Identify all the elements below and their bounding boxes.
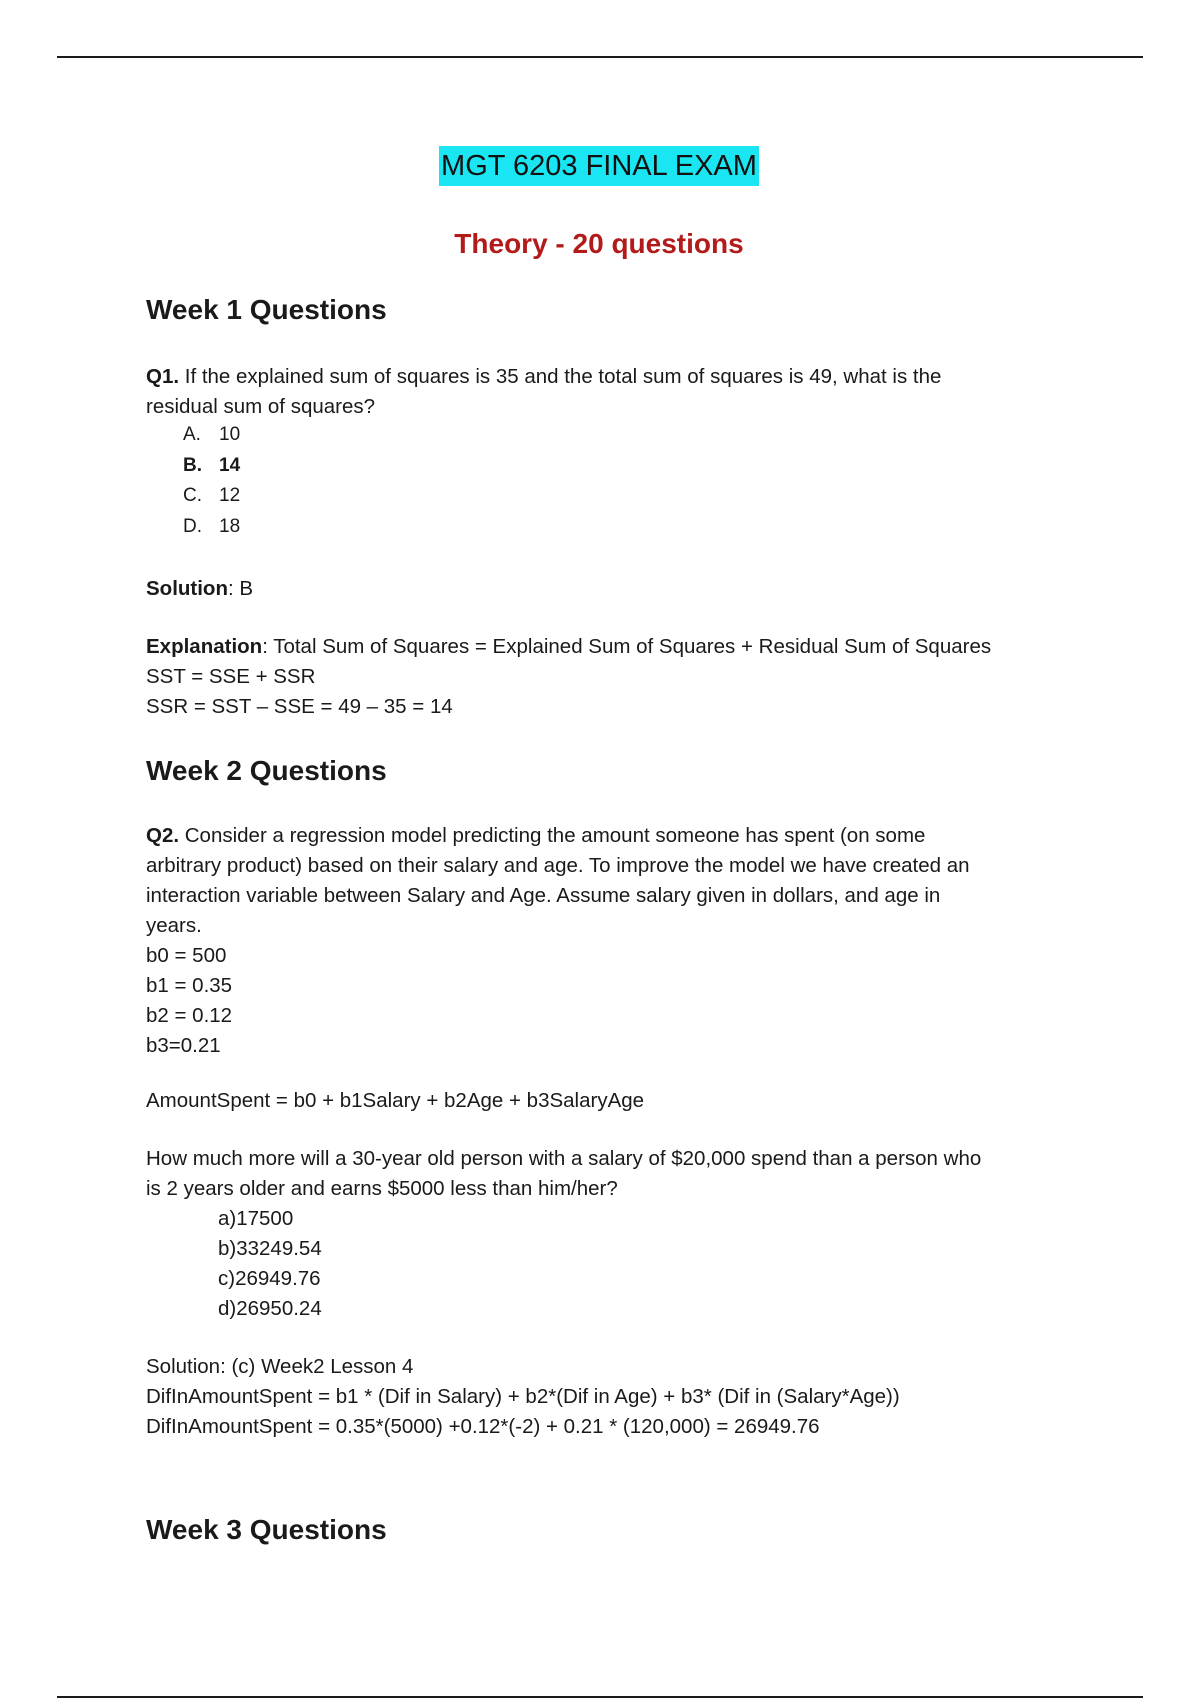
coef-b0: b0 = 500	[146, 944, 227, 967]
q1-explanation-text: : Total Sum of Squares = Explained Sum of Squares + Residual Sum of Squares	[262, 635, 992, 658]
q2-label: Q2.	[146, 824, 180, 847]
q2-calc-1: DifInAmountSpent = b1 * (Dif in Salary) + b2*(Dif in Age) + b3* (Dif in (Salary*Age))	[146, 1385, 900, 1408]
q1-solution-label: Solution	[146, 577, 228, 600]
coef-b3: b3=0.21	[146, 1034, 221, 1057]
q2-model: AmountSpent = b0 + b1Salary + b2Age + b3SalaryAge	[146, 1089, 645, 1112]
q2-text	[146, 821, 1056, 1061]
week1-heading: Week 1 Questions	[146, 294, 387, 325]
q2-question	[146, 1144, 1056, 1204]
q1-options	[183, 420, 240, 542]
title-block	[146, 146, 1052, 186]
q1-explanation	[146, 632, 1056, 722]
document-subtitle: Theory - 20 questions	[454, 228, 744, 259]
q2-text-line2: arbitrary product) based on their salary and age. To improve the model we have created an	[146, 854, 970, 877]
q1-label: Q1.	[146, 365, 180, 388]
q1-solution	[146, 574, 1056, 604]
q2-solution	[146, 1352, 1056, 1442]
q2-option-c: c)26949.76	[218, 1267, 321, 1290]
q1-text-line1: If the explained sum of squares is 35 and the total sum of squares is 49, what is the	[179, 365, 942, 388]
q1-option-a: A. 10	[183, 424, 241, 445]
q1-text	[146, 362, 1056, 422]
q2-text-line3: interaction variable between Salary and Age. Assume salary given in dollars, and age in	[146, 884, 941, 907]
q2-question-line2: is 2 years older and earns $5000 less than him/her?	[146, 1177, 618, 1200]
q1-equation-2: SSR = SST – SSE = 49 – 35 = 14	[146, 695, 453, 718]
document-title: MGT 6203 FINAL EXAM	[439, 146, 759, 186]
week2-heading: Week 2 Questions	[146, 755, 387, 786]
q2-option-a: a)17500	[218, 1207, 294, 1230]
q1-explanation-label: Explanation	[146, 635, 263, 658]
q2-question-line1: How much more will a 30-year old person with a salary of $20,000 spend than a person who	[146, 1147, 982, 1170]
q1-option-b: B. 14	[183, 454, 241, 476]
top-rule	[57, 56, 1143, 58]
q1-text-line2: residual sum of squares?	[146, 395, 376, 418]
q2-options	[218, 1204, 322, 1324]
q2-option-d: d)26950.24	[218, 1297, 322, 1320]
q2-solution-line: Solution: (c) Week2 Lesson 4	[146, 1355, 414, 1378]
q1-equation-1: SST = SSE + SSR	[146, 665, 316, 688]
q1-option-d: D. 18	[183, 515, 241, 537]
q2-calc-2: DifInAmountSpent = 0.35*(5000) +0.12*(-2) + 0.21 * (120,000) = 26949.76	[146, 1415, 820, 1438]
bottom-rule	[57, 1696, 1143, 1698]
q1-option-c: C. 12	[183, 485, 241, 506]
coef-b2: b2 = 0.12	[146, 1004, 233, 1027]
q2-option-b: b)33249.54	[218, 1237, 322, 1260]
q2-text-line1: Consider a regression model predicting the amount someone has spent (on some	[179, 824, 926, 847]
q1-solution-value: : B	[227, 577, 254, 600]
q2-text-line4: years.	[146, 914, 202, 937]
week3-heading: Week 3 Questions	[146, 1514, 387, 1545]
coef-b1: b1 = 0.35	[146, 974, 233, 997]
